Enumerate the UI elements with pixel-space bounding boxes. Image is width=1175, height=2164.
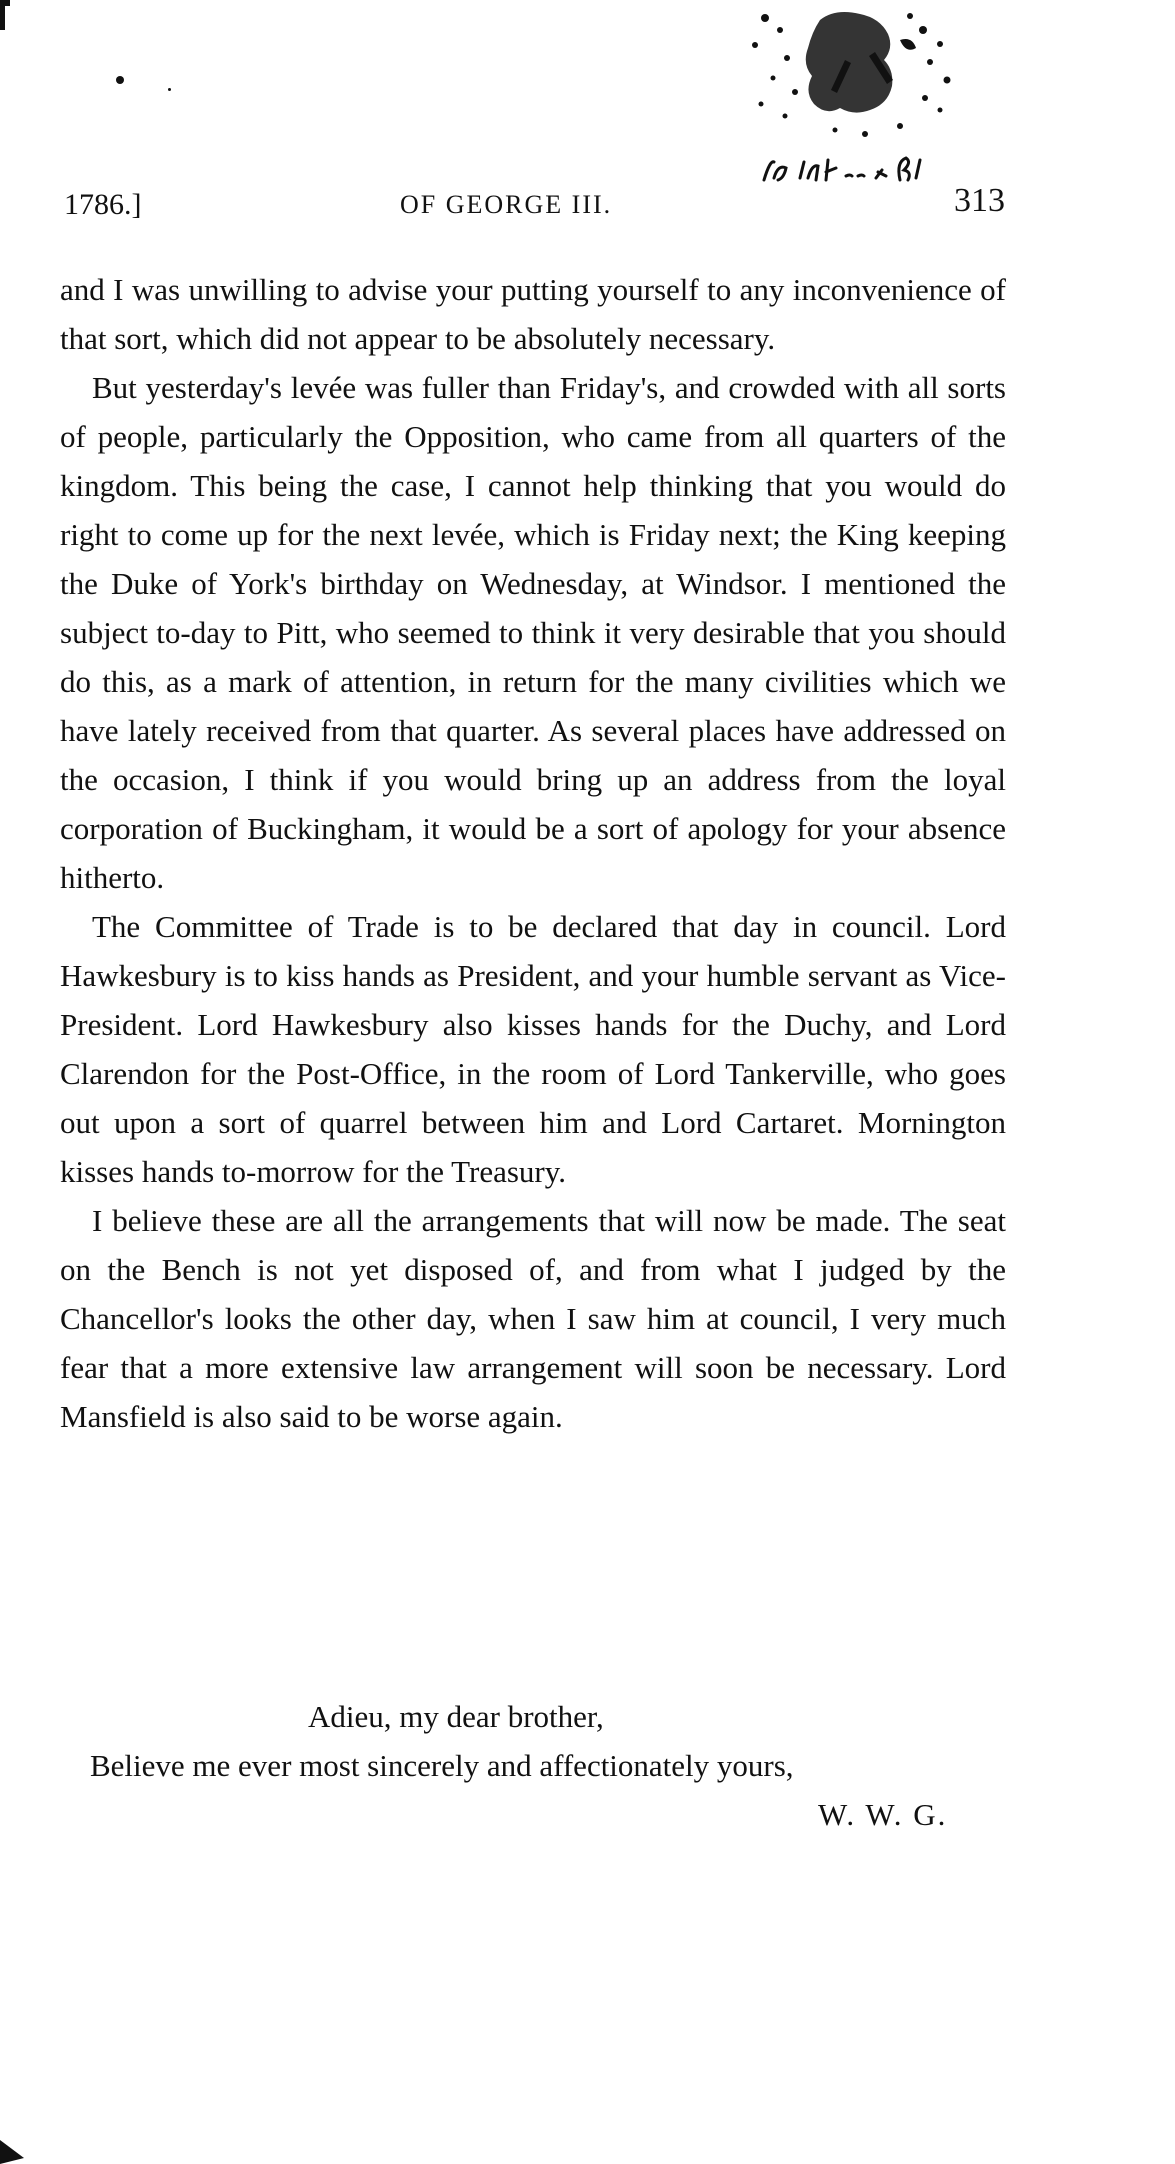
paragraph-levee: But yesterday's levée was fuller than Friday's, and crowded with all sorts of people, particularly the Opposition, who came from all quarters of the kingdom. This being the case, I cannot help thinking that you would do right to come up for the next levée, which is Friday next; the King keeping the Duke of York's birthday on Wednesday, at Windsor. I mentioned the subject to-day to Pitt, who seemed to think it very desirable that you should do this, as a mark of attention, in return for the many civilities which we have lately received from that quarter. As several places have addressed on the occasion, I think if you would bring up an address from the loyal corporation of Buckingham, it would be a sort of apology for your absence hitherto.	[60, 370, 1006, 895]
letter-body	[60, 265, 1006, 1441]
running-head-title: OF GEORGE III.	[400, 190, 613, 219]
running-head	[60, 180, 1005, 230]
speck-mark	[116, 76, 124, 84]
paragraph-committee-of-trade: The Committee of Trade is to be declared that day in council. Lord Hawkesbury is to kiss hands as President, and your humble servant as Vice-President. Lord Hawkesbury also kisses hands for the Duchy, and Lord Clarendon for the Post-Office, in the room of Lord Tankerville, who goes out upon a sort of quarrel between him and Lord Cartaret. Mornington kisses hands to-morrow for the Treasury.	[60, 909, 1006, 1189]
library-stamp-icon	[725, 0, 1005, 150]
signature: W. W. G.	[818, 1797, 948, 1832]
valediction: Believe me ever most sincerely and affectionately yours,	[90, 1748, 794, 1783]
paragraph-arrangements: I believe these are all the arrangements that will now be made. The seat on the Bench is not yet disposed of, and from what I judged by the Chancellor's looks the other day, when I saw him at council, I very much fear that a more extensive law arrangement will soon be necessary. Lord Mansfield is also said to be worse again.	[60, 1203, 1006, 1434]
salutation: Adieu, my dear brother,	[308, 1699, 604, 1734]
speck-mark	[168, 88, 171, 91]
paragraph-continuation: and I was unwilling to advise your putting yourself to any inconvenience of that sort, which did not appear to be absolutely necessary.	[60, 272, 1006, 356]
scan-corner-mark-icon	[0, 0, 10, 30]
page-number: 313	[954, 182, 1005, 219]
running-head-year: 1786.]	[64, 188, 142, 221]
scan-corner-mark-icon	[0, 2140, 24, 2164]
